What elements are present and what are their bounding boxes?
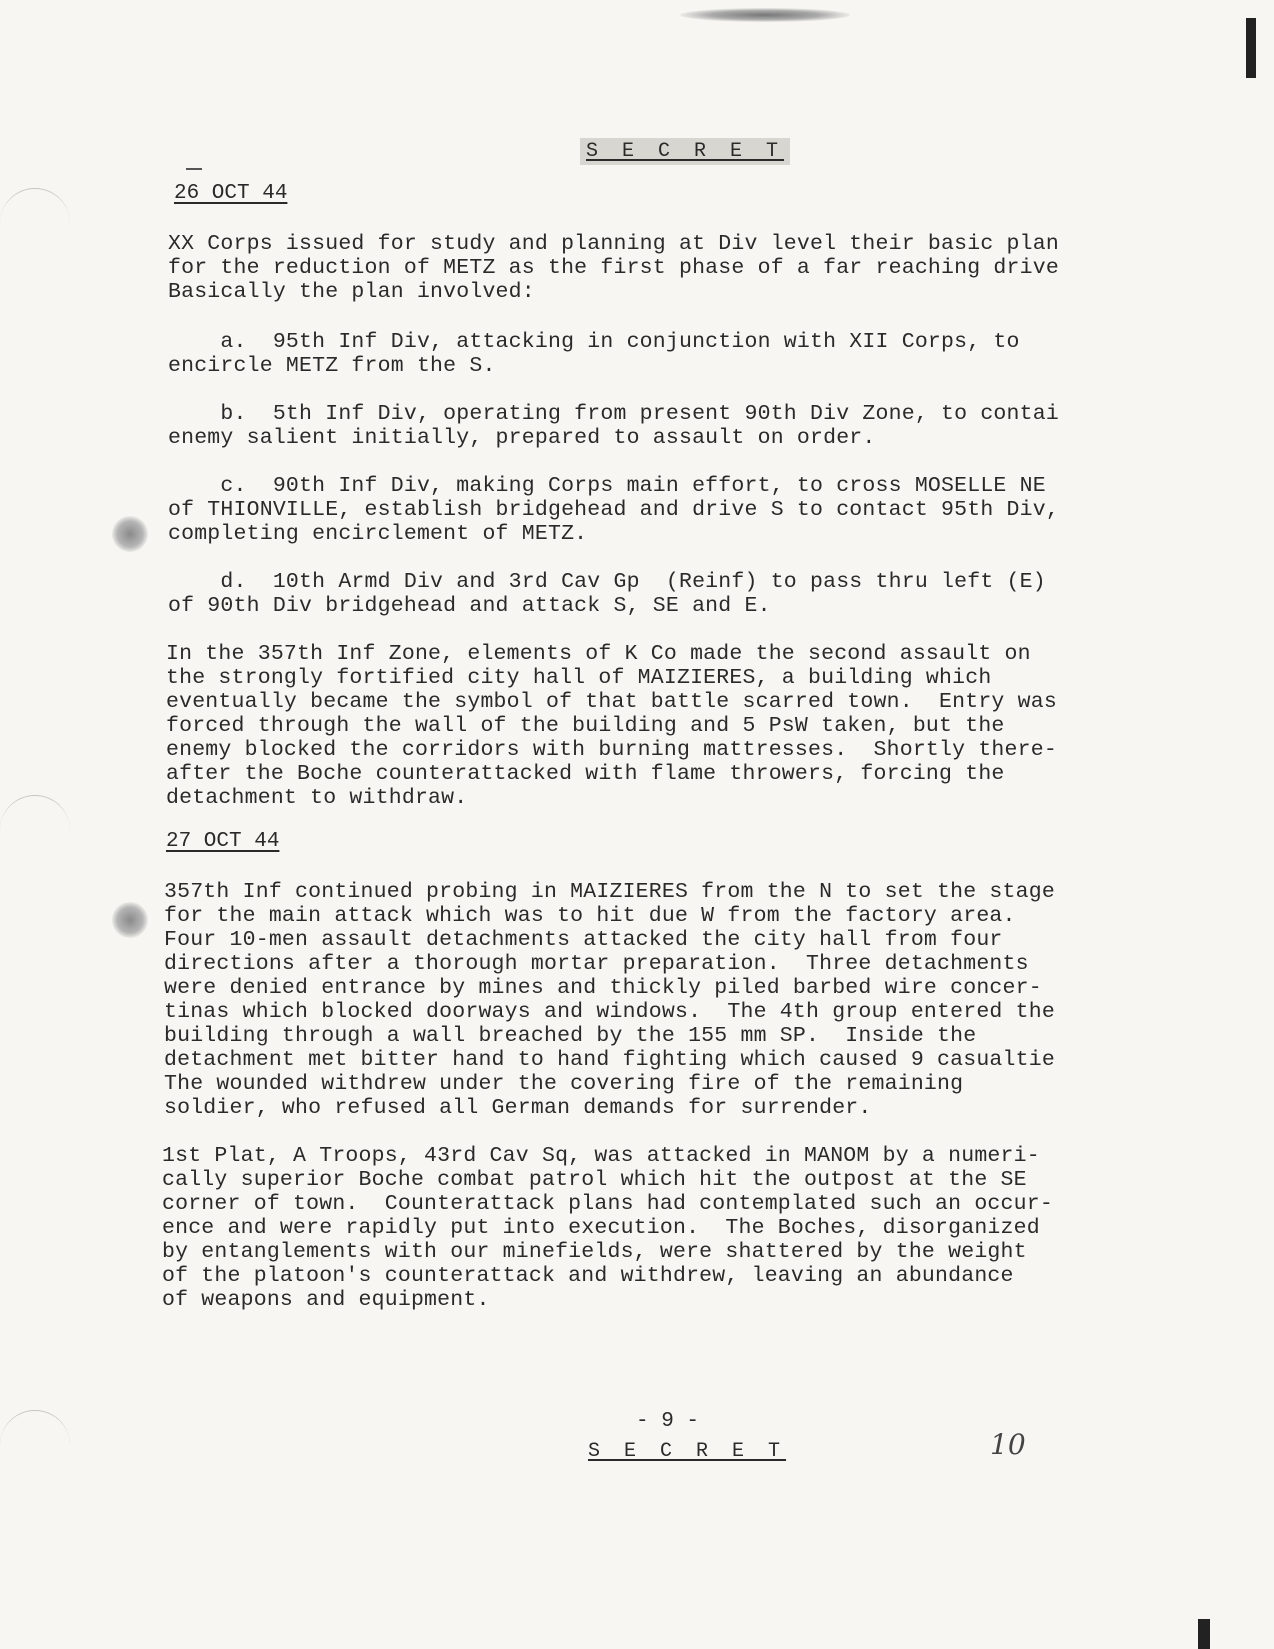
scan-edge-mark xyxy=(1246,18,1256,78)
classification-footer: S E C R E T xyxy=(588,1440,787,1463)
text-line: The wounded withdrew under the covering fire of the remaining xyxy=(164,1072,964,1096)
text-line: of weapons and equipment. xyxy=(162,1288,490,1312)
handwritten-page-number: 10 xyxy=(990,1428,1026,1461)
text-line: 1st Plat, A Troops, 43rd Cav Sq, was attacked in MANOM by a numeri- xyxy=(162,1144,1040,1168)
text-line: eventually became the symbol of that battle scarred town. Entry was xyxy=(166,690,1057,714)
section-date: 26 OCT 44 xyxy=(174,182,288,205)
text-line: tinas which blocked doorways and windows. The 4th group entered the xyxy=(164,1000,1055,1024)
punch-hole-mark xyxy=(0,188,70,227)
punch-hole-mark xyxy=(0,795,70,834)
margin-dash xyxy=(186,168,202,170)
text-line: of 90th Div bridgehead and attack S, SE and E. xyxy=(168,594,771,618)
text-line: for the main attack which was to hit due W from the factory area. xyxy=(164,904,1016,928)
text-line: d. 10th Armd Div and 3rd Cav Gp (Reinf) to pass thru left (E) xyxy=(168,570,1046,594)
text-line: building through a wall breached by the 155 mm SP. Inside the xyxy=(164,1024,977,1048)
ink-blot xyxy=(112,902,148,938)
text-line: 357th Inf continued probing in MAIZIERES from the N to set the stage xyxy=(164,880,1055,904)
text-line: Four 10-men assault detachments attacked the city hall from four xyxy=(164,928,1003,952)
text-line: soldier, who refused all German demands for surrender. xyxy=(164,1096,872,1120)
text-line: of THIONVILLE, establish bridgehead and drive S to contact 95th Div, xyxy=(168,498,1059,522)
text-line: by entanglements with our minefields, were shattered by the weight xyxy=(162,1240,1027,1264)
section-date: 27 OCT 44 xyxy=(166,830,280,853)
text-line: enemy salient initially, prepared to assault on order. xyxy=(168,426,876,450)
text-line: directions after a thorough mortar preparation. Three detachments xyxy=(164,952,1029,976)
text-line: of the platoon's counterattack and withdrew, leaving an abundance xyxy=(162,1264,1014,1288)
text-line: after the Boche counterattacked with flame throwers, forcing the xyxy=(166,762,1005,786)
text-line: detachment met bitter hand to hand fighting which caused 9 casualtie xyxy=(164,1048,1055,1072)
text-line: XX Corps issued for study and planning at Div level their basic plan xyxy=(168,232,1059,256)
text-line: the strongly fortified city hall of MAIZIERES, a building which xyxy=(166,666,992,690)
text-line: cally superior Boche combat patrol which hit the outpost at the SE xyxy=(162,1168,1027,1192)
text-line: completing encirclement of METZ. xyxy=(168,522,588,546)
text-line: Basically the plan involved: xyxy=(168,280,535,304)
classification-header: S E C R E T xyxy=(580,138,790,165)
text-line: a. 95th Inf Div, attacking in conjunction with XII Corps, to xyxy=(168,330,1020,354)
text-line: In the 357th Inf Zone, elements of K Co made the second assault on xyxy=(166,642,1031,666)
text-line: enemy blocked the corridors with burning mattresses. Shortly there- xyxy=(166,738,1057,762)
text-line: encircle METZ from the S. xyxy=(168,354,496,378)
text-line: b. 5th Inf Div, operating from present 90th Div Zone, to contai xyxy=(168,402,1059,426)
text-line: corner of town. Counterattack plans had contemplated such an occur- xyxy=(162,1192,1053,1216)
text-line: for the reduction of METZ as the first phase of a far reaching drive xyxy=(168,256,1059,280)
page-number: - 9 - xyxy=(636,1410,700,1433)
scan-smudge xyxy=(680,8,850,22)
text-line: forced through the wall of the building and 5 PsW taken, but the xyxy=(166,714,1005,738)
text-line: ence and were rapidly put into execution. The Boches, disorganized xyxy=(162,1216,1040,1240)
scan-edge-mark-bottom xyxy=(1198,1619,1210,1649)
text-line: were denied entrance by mines and thickly piled barbed wire concer- xyxy=(164,976,1042,1000)
ink-blot xyxy=(112,516,148,552)
text-line: detachment to withdraw. xyxy=(166,786,468,810)
punch-hole-mark xyxy=(0,1410,70,1449)
text-line: c. 90th Inf Div, making Corps main effort, to cross MOSELLE NE xyxy=(168,474,1046,498)
